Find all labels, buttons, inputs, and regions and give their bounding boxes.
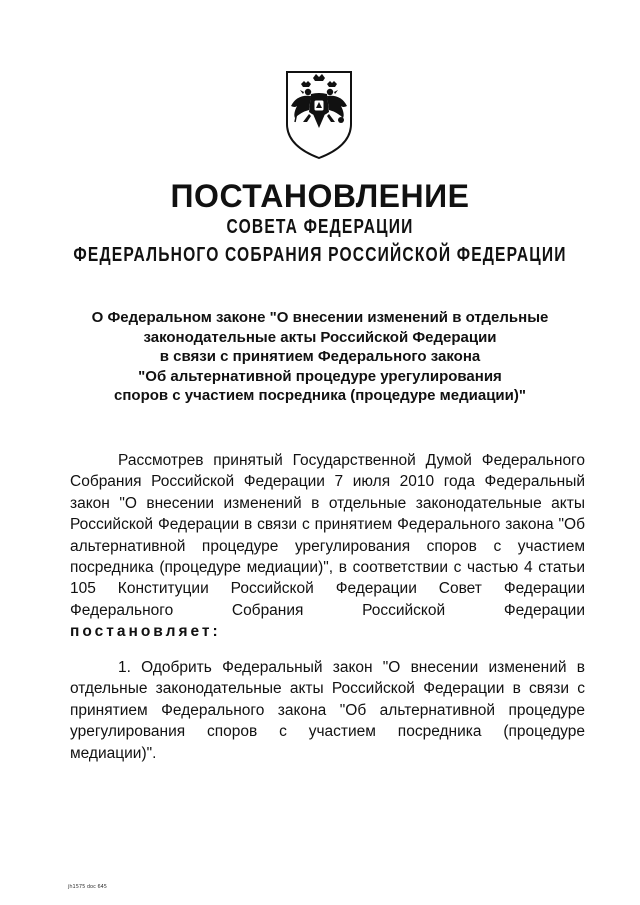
file-reference: jh1575 doc 645 bbox=[68, 884, 107, 890]
issuer-line-1: СОВЕТА ФЕДЕРАЦИИ bbox=[226, 216, 414, 238]
document-subject bbox=[60, 308, 580, 406]
subject-line: в связи с принятием Федерального закона bbox=[159, 348, 481, 365]
issuer-line-2: ФЕДЕРАЛЬНОГО СОБРАНИЯ РОССИЙСКОЙ ФЕДЕРАЦИИ bbox=[73, 244, 567, 266]
subject-line: О Федеральном законе "О внесении изменений в отдельные bbox=[91, 309, 549, 326]
subject-line: "Об альтернативной процедуре урегулирования bbox=[138, 367, 502, 385]
subject-line: законодательные акты Российской Федерации bbox=[143, 328, 497, 346]
preamble-paragraph bbox=[70, 450, 585, 643]
subject-line: споров с участием посредника (процедуре медиации)" bbox=[114, 387, 526, 404]
decree-word: постановляет: bbox=[70, 623, 221, 641]
preamble-text: Рассмотрев принятый Государственной Думой Федерального Собрания Российской Федерации 7 июля 2010 года Федеральный закон "О внесении изменений в отдельные законодательные акты Российской Федерации в связи с принятием Федерального закона "Об альтернативной процедуре урегулирования споров с участием посредника (процедуре медиации)", в соответствии с частью 4 статьи 105 Конституции Российской Федерации Совет Федерации Федерального Собрания Российской Федерации bbox=[70, 452, 585, 619]
document-title: ПОСТАНОВЛЕНИЕ bbox=[170, 178, 470, 214]
item-1-paragraph: 1. Одобрить Федеральный закон "О внесении изменений в отдельные законодательные акты Российской Федерации в связи с принятием Федерального закона "Об альтернативной процедуре урегулирования споров с участием посредника (процедуре медиации)". bbox=[70, 659, 585, 762]
coat-of-arms-emblem bbox=[283, 62, 355, 162]
double-headed-eagle-icon bbox=[283, 62, 355, 162]
